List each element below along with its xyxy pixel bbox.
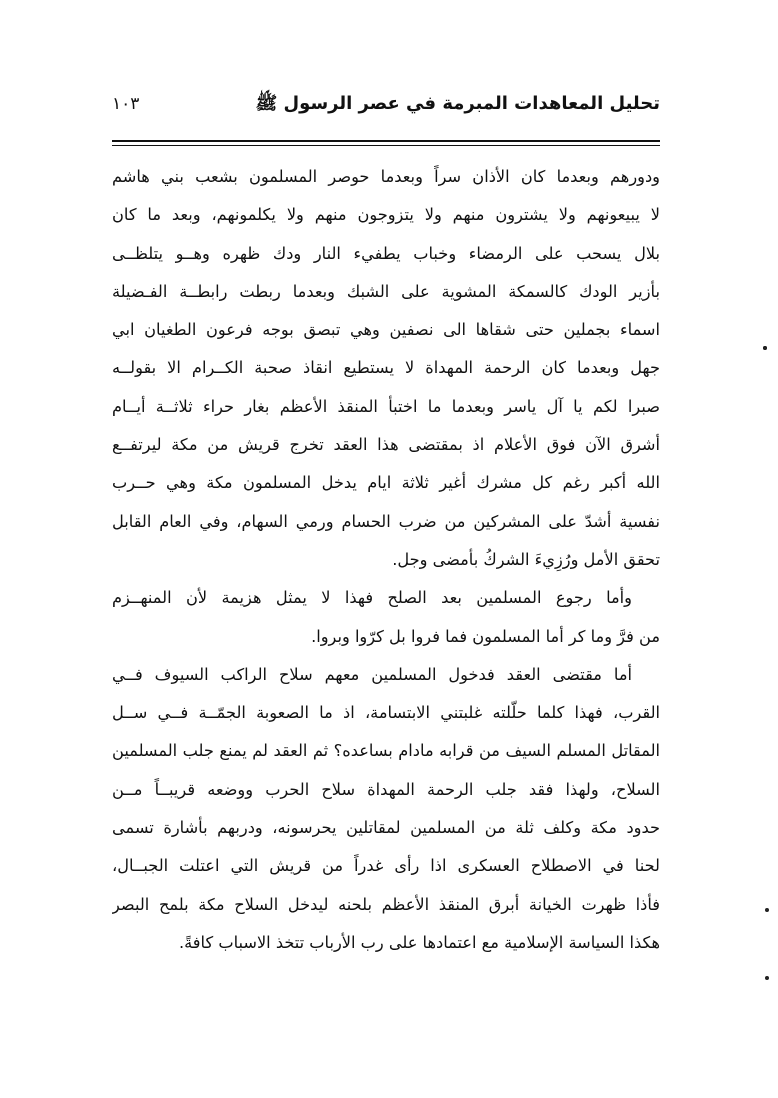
- margin-mark: [763, 346, 767, 350]
- margin-mark: [765, 976, 769, 980]
- text-line: بأزير الودك كالسمكة المشوية على الشبك وبعدما ربطت رابطــة الفـضيلة: [112, 281, 660, 301]
- header-rule-thick: [112, 140, 660, 142]
- text-line: أما مقتضى العقد فدخول المسلمين معهم سلاح الراكب السيوف فــي: [112, 664, 632, 684]
- text-line: لحنا في الاصطلاح العسكرى اذا رأى غدراً من قريش التي اعتلت الجبــال،: [112, 856, 660, 876]
- text-line: فأذا ظهرت الخيانة أبرق المنقذ الأعظم بلحنه ليدخل السلاح مكة بلمح البصر: [112, 894, 660, 914]
- text-line: وأما رجوع المسلمين بعد الصلح فهذا لا يمثل هزيمة لأن المنهــزم: [112, 588, 632, 608]
- text-line: الله أكبر رغم كل مشرك أغير ثلاثة ايام يدخل المسلمون مكة وهي حــرب: [112, 473, 660, 493]
- text-line: صبرا لكم يا آل ياسر وبعدما ما اختبأ المنقذ الأعظم بغار حراء ثلاثــة أيــام: [112, 396, 660, 416]
- margin-mark: [765, 908, 769, 912]
- text-line: هكذا السياسة الإسلامية مع اعتمادها على رب الأرباب تتخذ الاسباب كافةً.: [178, 932, 660, 952]
- running-title: تحليل المعاهدات المبرمة في عصر الرسول ﷺ: [255, 93, 660, 114]
- page-header: [112, 88, 660, 124]
- text-line: نفسية أشدّ على المشركين من ضرب الحسام ورمي السهام، وفي العام القابل: [112, 511, 660, 531]
- text-line: بلال يسحب على الرمضاء وخباب يطفيء النار ودك ظهره وهــو يتلظــى: [112, 243, 660, 263]
- text-line: اسماء بجملين حتى شقاها الى نصفين وهي تبصق بوجه فرعون الطغيان ابي: [112, 320, 660, 340]
- text-line: لا يبيعونهم ولا يشترون منهم ولا يتزوجون منهم ولا يكلمونهم، وبعد ما كان: [112, 205, 660, 225]
- body-text: [112, 158, 660, 962]
- text-line: حدود مكة وكلف ثلة من المسلمين لمقاتلين يحرسونه، ودربهم بأشارة تسمى: [112, 818, 660, 838]
- header-rule-thin: [112, 145, 660, 146]
- text-line: القرب، فهذا كلما حلّلته غلبتني الابتسامة، اذ ما الصعوبة الجمّــة فــي ســل: [112, 703, 660, 723]
- text-line: من فرَّ وما كر أما المسلمون فما فروا بل كرّوا وبروا.: [311, 626, 660, 646]
- text-line: المقاتل المسلم السيف من قرابه مادام بساعده؟ ثم العقد لم يمنع جلب المسلمين: [112, 741, 660, 761]
- text-line: السلاح، ولهذا فقد جلب الرحمة المهداة سلاح الحرب ووضعه قريبــاً مــن: [112, 779, 660, 799]
- text-line: جهل وبعدما كان الرحمة المهداة لا يستطيع انقاذ صحبة الكــرام الا بقولــه: [112, 358, 660, 378]
- text-line: أشرق الآن فوق الأعلام اذ بمقتضى هذا العقد تخرج قريش من مكة ليرتفــع: [112, 435, 660, 455]
- page-number: ١٠٣: [112, 94, 140, 114]
- text-line: تحقق الأمل ورُزِيءَ الشركُ بأمضى وجل.: [392, 549, 660, 569]
- text-line: ودورهم وبعدما كان الأذان سراً وبعدما حوصر المسلمون بشعب بني هاشم: [112, 167, 660, 186]
